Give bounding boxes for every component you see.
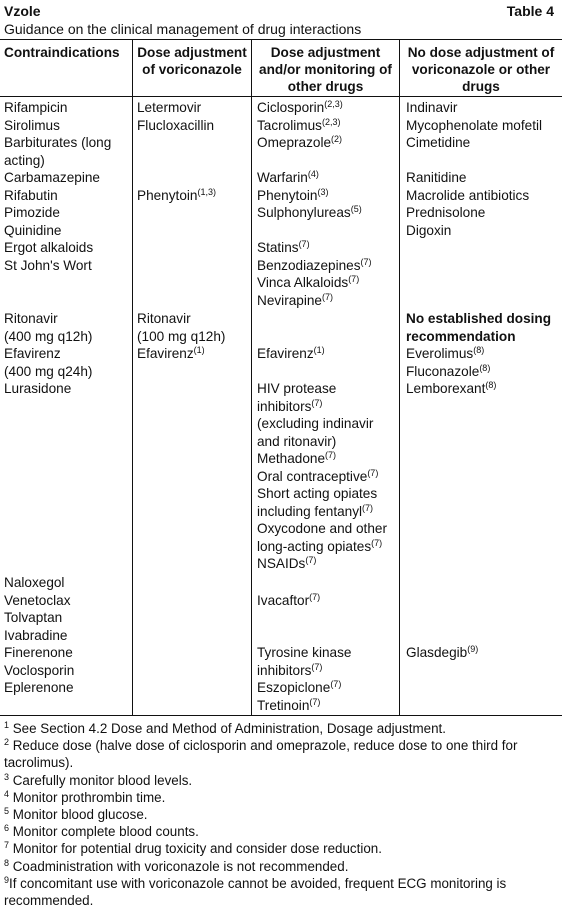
drug-entry	[257, 99, 343, 116]
drug-entry: Pimozide	[4, 205, 60, 220]
footnote	[4, 737, 556, 771]
drug-entry	[257, 117, 340, 134]
drug-name: Vinca Alkaloids	[257, 275, 349, 290]
drug-name: inhibitors	[257, 662, 312, 678]
drug-name: Warfarin	[257, 170, 308, 185]
column-divider	[251, 40, 252, 715]
table-label: Table 4	[506, 3, 554, 19]
drug-entry	[257, 450, 336, 467]
drug-name: Methadone	[257, 451, 326, 466]
footnote-text: Coadministration with voriconazole is not recommended.	[12, 858, 349, 874]
column-header-line: No dose adjustment of	[407, 45, 555, 60]
drug-name: Fluconazole	[406, 363, 480, 379]
drug-name: Glasdegib	[406, 645, 468, 660]
drug-entry: Letermovir	[137, 100, 202, 115]
footnote-ref: (7)	[298, 239, 310, 249]
drug-entry: Efavirenz	[4, 346, 61, 361]
footnote	[4, 806, 556, 823]
drug-entry: Ritonavir	[4, 311, 58, 326]
drug-entry	[257, 292, 333, 309]
drug-name: Short acting opiates	[257, 486, 378, 501]
drug-entry	[406, 99, 457, 116]
drug-entry: Eplerenone	[4, 680, 74, 695]
footnote-ref: (2,3)	[324, 99, 343, 109]
footnote	[4, 823, 556, 840]
table-header	[4, 3, 558, 21]
footnote-ref: (7)	[371, 537, 383, 548]
drug-entry	[257, 662, 322, 679]
column-header-line: Contraindications	[4, 45, 120, 60]
footnote-ref: (7)	[360, 256, 372, 267]
drug-name: long-acting opiates	[257, 538, 372, 554]
drug-entry	[257, 538, 382, 555]
drug-name: Omeprazole	[257, 135, 332, 150]
drug-entry: (100 mg q12h)	[137, 328, 226, 344]
drug-entry	[257, 380, 336, 397]
drug-entry	[406, 222, 451, 239]
drug-name: and ritonavir)	[257, 433, 337, 449]
drug-entry	[257, 503, 373, 520]
drug-entry	[257, 468, 378, 485]
drug-entry	[257, 433, 336, 450]
footnote-ref: (7)	[348, 274, 360, 284]
footnote-text: Carefully monitor blood levels.	[12, 772, 193, 788]
footnote	[4, 720, 556, 737]
footnote-ref: (1)	[313, 345, 325, 355]
drug-name: inhibitors	[257, 398, 312, 414]
drug-entry: Voclosporin	[4, 662, 75, 678]
footnote-ref: (7)	[311, 661, 323, 672]
footnote-ref: (3)	[317, 186, 329, 197]
top-rule	[0, 39, 562, 40]
drug-entry	[406, 169, 466, 186]
drug-entry: Carbamazepine	[4, 170, 100, 185]
footnote	[4, 789, 556, 806]
drug-entry: acting)	[4, 152, 45, 168]
header-rule	[0, 96, 562, 97]
drug-entry	[257, 697, 320, 714]
drug-entry: St John's Wort	[4, 257, 92, 273]
drug-entry: (400 mg q12h)	[4, 328, 93, 344]
column-header-line: Dose adjustment	[137, 45, 247, 60]
drug-entry: (400 mg q24h)	[4, 363, 93, 379]
drug-entry	[257, 679, 341, 696]
drug-name: Indinavir	[406, 100, 458, 115]
drug-name: HIV protease	[257, 381, 337, 396]
drug-entry	[257, 485, 377, 502]
column-header-line: drugs	[462, 79, 500, 94]
drug-entry	[257, 239, 310, 256]
drug-name: Cimetidine	[406, 135, 471, 150]
drug-name: NSAIDs	[257, 556, 306, 571]
drug-entry	[257, 274, 359, 291]
footnote	[4, 875, 556, 909]
drug-entry: Venetoclax	[4, 592, 71, 608]
footnote-text: See Section 4.2 Dose and Method of Administration, Dosage adjustment.	[12, 721, 446, 736]
drug-entry	[137, 345, 205, 362]
column-header-line: and/or monitoring of	[259, 62, 392, 77]
drug-name: Mycophenolate mofetil	[406, 117, 543, 133]
drug-entry: Ergot alkaloids	[4, 240, 94, 255]
drug-entry	[406, 644, 478, 661]
footnote-ref: (8)	[485, 380, 497, 390]
drug-name-title: Vzole	[4, 3, 41, 19]
footnote-ref: (2)	[331, 134, 343, 144]
footnote-ref: (7)	[330, 679, 342, 689]
footnote-ref: (8)	[473, 345, 485, 355]
drug-name: Ciclosporin	[257, 100, 325, 115]
drug-entry: Finerenone	[4, 645, 73, 660]
footnote-ref: (7)	[367, 467, 379, 478]
drug-entry: Quinidine	[4, 222, 62, 238]
footnote-number: 9	[4, 874, 10, 885]
drug-entry: Rifampicin	[4, 100, 68, 115]
drug-entry	[406, 134, 470, 151]
drug-name: (excluding indinavir	[257, 416, 374, 431]
footnote-text: Monitor blood glucose.	[12, 807, 148, 823]
footnote-ref: (7)	[325, 450, 337, 460]
column-header-line: Dose adjustment	[270, 45, 381, 60]
drug-entry	[257, 257, 372, 274]
drug-entry	[257, 415, 373, 432]
footnote-ref: (4)	[307, 169, 319, 179]
drug-name: Tacrolimus	[257, 117, 322, 133]
column-header-dose-adjustment-voriconazole	[133, 44, 251, 78]
footnote-text: Monitor complete blood counts.	[12, 824, 199, 840]
drug-entry	[406, 117, 542, 134]
drug-entry: Rifabutin	[4, 187, 58, 203]
drug-entry	[406, 345, 484, 362]
footnote-ref: (7)	[362, 502, 374, 513]
footnote-number: 5	[4, 806, 10, 817]
footnote-text: Monitor prothrombin time.	[12, 789, 166, 805]
drug-name: Efavirenz	[257, 346, 314, 361]
drug-name: Prednisolone	[406, 205, 486, 220]
drug-entry: Lurasidone	[4, 381, 72, 396]
drug-entry	[257, 134, 342, 151]
table-subtitle: Guidance on the clinical management of drug interactions	[4, 21, 362, 37]
drug-entry	[406, 363, 490, 380]
footnote-number: 8	[4, 857, 10, 868]
footnotes	[4, 720, 556, 909]
footnote-ref: (7)	[309, 591, 321, 602]
footnote-ref: (7)	[305, 555, 317, 565]
drug-name: including fentanyl	[257, 503, 363, 519]
drug-entry: Flucloxacillin	[137, 117, 215, 133]
drug-name: Everolimus	[406, 346, 474, 361]
drug-name: Oxycodone and other	[257, 521, 387, 536]
column-header-line: of voriconazole	[142, 62, 242, 77]
column-header-contraindications	[4, 44, 130, 61]
drug-name: Phenytoin	[257, 187, 318, 203]
drug-name: Sulphonylureas	[257, 205, 351, 220]
drug-entry	[257, 520, 387, 537]
column-header-line: other drugs	[287, 79, 364, 94]
drug-name: Tyrosine kinase	[257, 645, 352, 660]
footnote-number: 4	[4, 788, 10, 799]
drug-name: Macrolide antibiotics	[406, 187, 530, 203]
footnote-ref: (9)	[467, 644, 479, 654]
footnote-ref: (1)	[193, 345, 205, 355]
footnote	[4, 858, 556, 875]
drug-entry	[257, 592, 320, 609]
footnote	[4, 772, 556, 789]
footnote-ref: (7)	[321, 291, 333, 302]
drug-entry	[406, 380, 496, 397]
column-header-line: voriconazole or other	[411, 62, 551, 77]
column-header-no-dose-adjustment	[400, 44, 562, 95]
drug-name: Digoxin	[406, 222, 452, 238]
footnote-text: Monitor for potential drug toxicity and consider dose reduction.	[12, 841, 382, 857]
footnote-ref: (1,3)	[197, 186, 216, 197]
drug-entry	[406, 187, 529, 204]
footnote-ref: (2,3)	[321, 116, 341, 127]
drug-entry	[406, 204, 485, 221]
drug-name: Oral contraceptive	[257, 468, 368, 484]
drug-entry: Sirolimus	[4, 117, 60, 133]
bottom-rule	[0, 715, 562, 716]
drug-name: Lemborexant	[406, 381, 486, 396]
drug-name: Tretinoin	[257, 697, 310, 713]
drug-name: Efavirenz	[137, 346, 194, 361]
column-divider	[399, 40, 400, 715]
column-header-dose-adjustment-other	[252, 44, 399, 95]
footnote-text: If concomitant use with voriconazole cannot be avoided, frequent ECG monitoring is recommended.	[4, 875, 507, 909]
footnote-text: Reduce dose (halve dose of ciclosporin and omeprazole, reduce dose to one third for tacrolimus).	[4, 738, 518, 771]
drug-name: Eszopiclone	[257, 680, 331, 695]
subheading-no-established-dosing: No established dosing	[406, 311, 552, 326]
drug-entry	[257, 187, 328, 204]
column-divider	[132, 40, 133, 715]
drug-entry	[257, 398, 322, 415]
footnote-ref: (7)	[311, 397, 323, 408]
drug-entry	[257, 345, 325, 362]
drug-name: Ranitidine	[406, 170, 467, 185]
drug-entry: Ivabradine	[4, 627, 68, 643]
drug-entry	[137, 187, 216, 204]
footnote-number: 1	[4, 720, 10, 730]
drug-name: Statins	[257, 240, 299, 255]
drug-name: Ivacaftor	[257, 592, 310, 608]
drug-entry	[257, 169, 319, 186]
footnote-number: 2	[4, 737, 10, 748]
footnote-ref: (5)	[350, 204, 362, 214]
footnote-ref: (7)	[309, 696, 321, 707]
footnote-ref: (8)	[479, 362, 491, 373]
subheading-recommendation: recommendation	[406, 328, 516, 344]
drug-name: Nevirapine	[257, 292, 322, 308]
drug-entry: Ritonavir	[137, 311, 191, 326]
drug-entry	[257, 644, 351, 661]
drug-entry	[257, 204, 362, 221]
drug-name: Benzodiazepines	[257, 257, 361, 273]
footnote	[4, 840, 556, 857]
drug-entry: Naloxegol	[4, 575, 65, 590]
footnote-number: 3	[4, 771, 10, 782]
footnote-number: 7	[4, 840, 10, 851]
drug-entry: Tolvaptan	[4, 610, 63, 625]
drug-entry	[257, 555, 316, 572]
footnote-number: 6	[4, 823, 10, 834]
drug-entry: Barbiturates (long	[4, 135, 112, 150]
drug-name: Phenytoin	[137, 187, 198, 203]
